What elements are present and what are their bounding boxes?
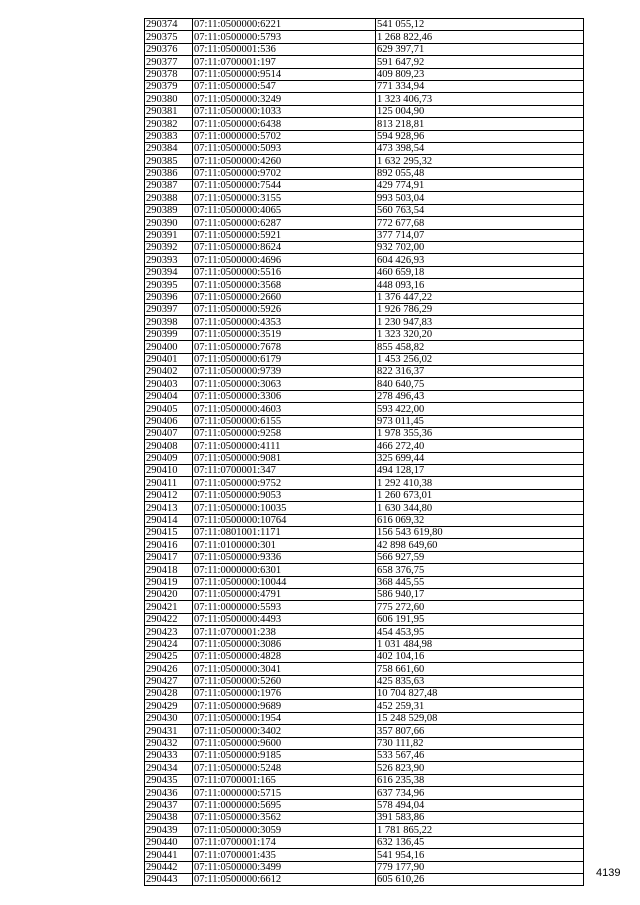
row-number-cell: 290432 [145, 737, 193, 749]
cadastral-number-cell: 07:11:0500000:9752 [193, 477, 376, 489]
cadastral-value-cell: 1 292 410,38 [376, 477, 584, 489]
cadastral-value-cell: 278 496,43 [376, 390, 584, 402]
table-row [145, 849, 584, 861]
table-row [145, 80, 584, 92]
table-row [145, 118, 584, 130]
table-row [145, 588, 584, 600]
row-number-cell: 290421 [145, 601, 193, 613]
cadastral-value-cell: 637 734,96 [376, 787, 584, 799]
cadastral-number-cell: 07:11:0500000:9702 [193, 167, 376, 179]
row-number-cell: 290434 [145, 762, 193, 774]
table-row [145, 192, 584, 204]
cadastral-value-cell: 325 699,44 [376, 452, 584, 464]
cadastral-number-cell: 07:11:0500000:4493 [193, 613, 376, 625]
table-row [145, 130, 584, 142]
cadastral-value-cell: 632 136,45 [376, 836, 584, 848]
table-row [145, 242, 584, 254]
cadastral-number-cell: 07:11:0000000:6301 [193, 564, 376, 576]
row-number-cell: 290439 [145, 824, 193, 836]
table-row [145, 527, 584, 539]
cadastral-number-cell: 07:11:0500000:10764 [193, 514, 376, 526]
table-row [145, 824, 584, 836]
table-row [145, 737, 584, 749]
cadastral-value-cell: 429 774,91 [376, 180, 584, 192]
cadastral-value-cell: 730 111,82 [376, 737, 584, 749]
cadastral-value-cell: 813 218,81 [376, 118, 584, 130]
row-number-cell: 290381 [145, 105, 193, 117]
row-number-cell: 290397 [145, 303, 193, 315]
cadastral-number-cell: 07:11:0500000:547 [193, 80, 376, 92]
cadastral-number-cell: 07:11:0500000:4696 [193, 254, 376, 266]
cadastral-number-cell: 07:11:0700001:238 [193, 626, 376, 638]
cadastral-number-cell: 07:11:0500000:6155 [193, 415, 376, 427]
cadastral-number-cell: 07:11:0500000:7544 [193, 180, 376, 192]
row-number-cell: 290428 [145, 688, 193, 700]
cadastral-value-cell: 357 807,66 [376, 725, 584, 737]
cadastral-value-cell: 125 004,90 [376, 105, 584, 117]
table-row [145, 452, 584, 464]
cadastral-number-cell: 07:11:0500000:5093 [193, 142, 376, 154]
row-number-cell: 290391 [145, 229, 193, 241]
table-row [145, 43, 584, 55]
table-row [145, 712, 584, 724]
cadastral-number-cell: 07:11:0700001:174 [193, 836, 376, 848]
row-number-cell: 290416 [145, 539, 193, 551]
table-row [145, 477, 584, 489]
row-number-cell: 290423 [145, 626, 193, 638]
cadastral-value-cell: 855 458,82 [376, 341, 584, 353]
cadastral-value-cell: 454 453,95 [376, 626, 584, 638]
cadastral-value-cell: 425 835,63 [376, 675, 584, 687]
table-row [145, 68, 584, 80]
cadastral-value-cell: 591 647,92 [376, 56, 584, 68]
cadastral-value-cell: 605 610,26 [376, 873, 584, 885]
cadastral-number-cell: 07:11:0500000:9514 [193, 68, 376, 80]
row-number-cell: 290427 [145, 675, 193, 687]
cadastral-value-cell: 377 714,07 [376, 229, 584, 241]
cadastral-value-cell: 892 055,48 [376, 167, 584, 179]
cadastral-value-cell: 448 093,16 [376, 279, 584, 291]
table-row [145, 204, 584, 216]
table-row [145, 353, 584, 365]
cadastral-number-cell: 07:11:0500000:8624 [193, 242, 376, 254]
row-number-cell: 290390 [145, 217, 193, 229]
cadastral-number-cell: 07:11:0500000:4603 [193, 403, 376, 415]
cadastral-value-cell: 629 397,71 [376, 43, 584, 55]
row-number-cell: 290400 [145, 341, 193, 353]
cadastral-value-table [144, 18, 584, 886]
cadastral-value-cell: 466 272,40 [376, 440, 584, 452]
cadastral-number-cell: 07:11:0500000:9053 [193, 489, 376, 501]
cadastral-value-cell: 1 376 447,22 [376, 291, 584, 303]
row-number-cell: 290441 [145, 849, 193, 861]
row-number-cell: 290375 [145, 31, 193, 43]
row-number-cell: 290414 [145, 514, 193, 526]
row-number-cell: 290389 [145, 204, 193, 216]
table-row [145, 365, 584, 377]
row-number-cell: 290396 [145, 291, 193, 303]
table-row [145, 539, 584, 551]
table-row [145, 613, 584, 625]
row-number-cell: 290412 [145, 489, 193, 501]
cadastral-number-cell: 07:11:0500000:4828 [193, 650, 376, 662]
cadastral-number-cell: 07:11:0700001:347 [193, 465, 376, 477]
cadastral-value-cell: 616 069,32 [376, 514, 584, 526]
cadastral-number-cell: 07:11:0500000:3562 [193, 812, 376, 824]
row-number-cell: 290415 [145, 527, 193, 539]
table-row [145, 774, 584, 786]
table-row [145, 725, 584, 737]
cadastral-value-cell: 533 567,46 [376, 750, 584, 762]
cadastral-number-cell: 07:11:0500000:9258 [193, 427, 376, 439]
row-number-cell: 290387 [145, 180, 193, 192]
table-row [145, 155, 584, 167]
cadastral-number-cell: 07:11:0000000:5702 [193, 130, 376, 142]
cadastral-value-cell: 15 248 529,08 [376, 712, 584, 724]
table-row [145, 465, 584, 477]
cadastral-number-cell: 07:11:0500000:9689 [193, 700, 376, 712]
row-number-cell: 290411 [145, 477, 193, 489]
cadastral-value-cell: 1 323 320,20 [376, 328, 584, 340]
cadastral-value-cell: 402 104,16 [376, 650, 584, 662]
row-number-cell: 290383 [145, 130, 193, 142]
cadastral-number-cell: 07:11:0500000:6612 [193, 873, 376, 885]
table-row [145, 390, 584, 402]
cadastral-number-cell: 07:11:0500000:3155 [193, 192, 376, 204]
cadastral-number-cell: 07:11:0500000:4111 [193, 440, 376, 452]
table-row [145, 341, 584, 353]
table-row [145, 489, 584, 501]
row-number-cell: 290380 [145, 93, 193, 105]
row-number-cell: 290425 [145, 650, 193, 662]
row-number-cell: 290408 [145, 440, 193, 452]
row-number-cell: 290417 [145, 551, 193, 563]
table-row [145, 576, 584, 588]
cadastral-value-cell: 494 128,17 [376, 465, 584, 477]
table-row [145, 427, 584, 439]
cadastral-number-cell: 07:11:0500000:6179 [193, 353, 376, 365]
table-row [145, 291, 584, 303]
cadastral-value-cell: 10 704 827,48 [376, 688, 584, 700]
table-row [145, 56, 584, 68]
table-row [145, 266, 584, 278]
table-row [145, 787, 584, 799]
cadastral-number-cell: 07:11:0500000:9185 [193, 750, 376, 762]
row-number-cell: 290393 [145, 254, 193, 266]
row-number-cell: 290424 [145, 638, 193, 650]
cadastral-value-cell: 616 235,38 [376, 774, 584, 786]
cadastral-number-cell: 07:11:0000000:5593 [193, 601, 376, 613]
table-row [145, 328, 584, 340]
row-number-cell: 290407 [145, 427, 193, 439]
cadastral-value-cell: 593 422,00 [376, 403, 584, 415]
cadastral-number-cell: 07:11:0500000:10044 [193, 576, 376, 588]
cadastral-number-cell: 07:11:0500000:5793 [193, 31, 376, 43]
cadastral-value-cell: 452 259,31 [376, 700, 584, 712]
cadastral-number-cell: 07:11:0500000:1954 [193, 712, 376, 724]
cadastral-number-cell: 07:11:0500001:536 [193, 43, 376, 55]
table-row [145, 180, 584, 192]
cadastral-value-cell: 594 928,96 [376, 130, 584, 142]
cadastral-value-cell: 1 230 947,83 [376, 316, 584, 328]
row-number-cell: 290422 [145, 613, 193, 625]
table-row [145, 564, 584, 576]
table-row [145, 700, 584, 712]
row-number-cell: 290382 [145, 118, 193, 130]
table-row [145, 217, 584, 229]
cadastral-value-cell: 156 543 619,80 [376, 527, 584, 539]
row-number-cell: 290430 [145, 712, 193, 724]
table-row [145, 873, 584, 885]
row-number-cell: 290404 [145, 390, 193, 402]
table-row [145, 378, 584, 390]
table-row [145, 229, 584, 241]
table-row [145, 440, 584, 452]
table-row [145, 836, 584, 848]
table-row [145, 415, 584, 427]
cadastral-value-cell: 973 011,45 [376, 415, 584, 427]
cadastral-number-cell: 07:11:0500000:3499 [193, 861, 376, 873]
table-row [145, 812, 584, 824]
cadastral-number-cell: 07:11:0700001:165 [193, 774, 376, 786]
cadastral-value-cell: 1 268 822,46 [376, 31, 584, 43]
cadastral-value-cell: 578 494,04 [376, 799, 584, 811]
cadastral-number-cell: 07:11:0801001:1171 [193, 527, 376, 539]
table-row [145, 861, 584, 873]
table-row [145, 19, 584, 31]
cadastral-number-cell: 07:11:0700001:197 [193, 56, 376, 68]
row-number-cell: 290376 [145, 43, 193, 55]
row-number-cell: 290384 [145, 142, 193, 154]
cadastral-number-cell: 07:11:0500000:4065 [193, 204, 376, 216]
row-number-cell: 290413 [145, 502, 193, 514]
cadastral-number-cell: 07:11:0500000:2660 [193, 291, 376, 303]
cadastral-value-cell: 541 055,12 [376, 19, 584, 31]
cadastral-number-cell: 07:11:0500000:5260 [193, 675, 376, 687]
table-row [145, 601, 584, 613]
table-row [145, 551, 584, 563]
cadastral-number-cell: 07:11:0500000:6221 [193, 19, 376, 31]
cadastral-number-cell: 07:11:0500000:3249 [193, 93, 376, 105]
table-body [145, 19, 584, 886]
cadastral-number-cell: 07:11:0500000:3568 [193, 279, 376, 291]
row-number-cell: 290374 [145, 19, 193, 31]
row-number-cell: 290420 [145, 588, 193, 600]
table-row [145, 279, 584, 291]
row-number-cell: 290386 [145, 167, 193, 179]
table-row [145, 626, 584, 638]
table-row [145, 105, 584, 117]
row-number-cell: 290418 [145, 564, 193, 576]
cadastral-number-cell: 07:11:0500000:9739 [193, 365, 376, 377]
cadastral-number-cell: 07:11:0500000:9336 [193, 551, 376, 563]
row-number-cell: 290437 [145, 799, 193, 811]
table-row [145, 502, 584, 514]
cadastral-number-cell: 07:11:0000000:5695 [193, 799, 376, 811]
cadastral-value-cell: 932 702,00 [376, 242, 584, 254]
table-row [145, 514, 584, 526]
row-number-cell: 290394 [145, 266, 193, 278]
cadastral-value-cell: 1 260 673,01 [376, 489, 584, 501]
cadastral-value-cell: 566 927,59 [376, 551, 584, 563]
row-number-cell: 290426 [145, 663, 193, 675]
cadastral-value-cell: 409 809,23 [376, 68, 584, 80]
table-row [145, 316, 584, 328]
row-number-cell: 290378 [145, 68, 193, 80]
row-number-cell: 290435 [145, 774, 193, 786]
cadastral-value-cell: 1 453 256,02 [376, 353, 584, 365]
table-row [145, 675, 584, 687]
row-number-cell: 290431 [145, 725, 193, 737]
table-row [145, 799, 584, 811]
cadastral-number-cell: 07:11:0500000:7678 [193, 341, 376, 353]
cadastral-number-cell: 07:11:0500000:6438 [193, 118, 376, 130]
cadastral-number-cell: 07:11:0500000:5921 [193, 229, 376, 241]
cadastral-value-cell: 1 978 355,36 [376, 427, 584, 439]
table-row [145, 142, 584, 154]
row-number-cell: 290419 [145, 576, 193, 588]
cadastral-number-cell: 07:11:0500000:5926 [193, 303, 376, 315]
row-number-cell: 290429 [145, 700, 193, 712]
table-row [145, 638, 584, 650]
cadastral-number-cell: 07:11:0500000:4260 [193, 155, 376, 167]
cadastral-value-cell: 775 272,60 [376, 601, 584, 613]
cadastral-number-cell: 07:11:0500000:3402 [193, 725, 376, 737]
row-number-cell: 290440 [145, 836, 193, 848]
cadastral-value-cell: 391 583,86 [376, 812, 584, 824]
row-number-cell: 290402 [145, 365, 193, 377]
table-row [145, 403, 584, 415]
row-number-cell: 290399 [145, 328, 193, 340]
row-number-cell: 290433 [145, 750, 193, 762]
table-row [145, 663, 584, 675]
cadastral-number-cell: 07:11:0500000:4791 [193, 588, 376, 600]
cadastral-number-cell: 07:11:0500000:3306 [193, 390, 376, 402]
cadastral-number-cell: 07:11:0500000:9081 [193, 452, 376, 464]
cadastral-value-cell: 758 661,60 [376, 663, 584, 675]
cadastral-number-cell: 07:11:0500000:1976 [193, 688, 376, 700]
table-row [145, 750, 584, 762]
cadastral-value-cell: 526 823,90 [376, 762, 584, 774]
cadastral-number-cell: 07:11:0500000:3086 [193, 638, 376, 650]
row-number-cell: 290395 [145, 279, 193, 291]
cadastral-value-cell: 586 940,17 [376, 588, 584, 600]
table-row [145, 650, 584, 662]
row-number-cell: 290410 [145, 465, 193, 477]
cadastral-value-cell: 368 445,55 [376, 576, 584, 588]
cadastral-number-cell: 07:11:0500000:5516 [193, 266, 376, 278]
cadastral-value-cell: 779 177,90 [376, 861, 584, 873]
cadastral-number-cell: 07:11:0500000:9600 [193, 737, 376, 749]
cadastral-value-cell: 560 763,54 [376, 204, 584, 216]
cadastral-value-cell: 1 781 865,22 [376, 824, 584, 836]
row-number-cell: 290398 [145, 316, 193, 328]
cadastral-value-cell: 822 316,37 [376, 365, 584, 377]
table-row [145, 254, 584, 266]
cadastral-number-cell: 07:11:0500000:3519 [193, 328, 376, 340]
cadastral-number-cell: 07:11:0500000:3041 [193, 663, 376, 675]
cadastral-number-cell: 07:11:0500000:3063 [193, 378, 376, 390]
row-number-cell: 290406 [145, 415, 193, 427]
table-row [145, 93, 584, 105]
cadastral-value-cell: 771 334,94 [376, 80, 584, 92]
row-number-cell: 290442 [145, 861, 193, 873]
table-row [145, 31, 584, 43]
page-number: 4139 [596, 867, 621, 879]
cadastral-value-cell: 658 376,75 [376, 564, 584, 576]
row-number-cell: 290377 [145, 56, 193, 68]
row-number-cell: 290401 [145, 353, 193, 365]
cadastral-value-cell: 840 640,75 [376, 378, 584, 390]
row-number-cell: 290436 [145, 787, 193, 799]
cadastral-value-cell: 460 659,18 [376, 266, 584, 278]
row-number-cell: 290443 [145, 873, 193, 885]
cadastral-number-cell: 07:11:0000000:5715 [193, 787, 376, 799]
row-number-cell: 290392 [145, 242, 193, 254]
cadastral-value-cell: 1 323 406,73 [376, 93, 584, 105]
cadastral-number-cell: 07:11:0700001:435 [193, 849, 376, 861]
cadastral-value-cell: 1 630 344,80 [376, 502, 584, 514]
row-number-cell: 290438 [145, 812, 193, 824]
row-number-cell: 290385 [145, 155, 193, 167]
cadastral-number-cell: 07:11:0500000:3059 [193, 824, 376, 836]
cadastral-value-cell: 473 398,54 [376, 142, 584, 154]
cadastral-value-cell: 772 677,68 [376, 217, 584, 229]
cadastral-value-cell: 1 031 484,98 [376, 638, 584, 650]
row-number-cell: 290403 [145, 378, 193, 390]
cadastral-value-cell: 1 632 295,32 [376, 155, 584, 167]
row-number-cell: 290379 [145, 80, 193, 92]
table-row [145, 303, 584, 315]
table-row [145, 762, 584, 774]
table-row [145, 167, 584, 179]
cadastral-value-cell: 42 898 649,60 [376, 539, 584, 551]
cadastral-value-cell: 993 503,04 [376, 192, 584, 204]
row-number-cell: 290388 [145, 192, 193, 204]
cadastral-number-cell: 07:11:0500000:5248 [193, 762, 376, 774]
cadastral-number-cell: 07:11:0500000:4353 [193, 316, 376, 328]
cadastral-number-cell: 07:11:0500000:10035 [193, 502, 376, 514]
row-number-cell: 290405 [145, 403, 193, 415]
row-number-cell: 290409 [145, 452, 193, 464]
cadastral-number-cell: 07:11:0100000:301 [193, 539, 376, 551]
cadastral-number-cell: 07:11:0500000:6287 [193, 217, 376, 229]
cadastral-value-cell: 541 954,16 [376, 849, 584, 861]
cadastral-number-cell: 07:11:0500000:1033 [193, 105, 376, 117]
table-row [145, 688, 584, 700]
cadastral-value-cell: 1 926 786,29 [376, 303, 584, 315]
cadastral-value-cell: 606 191,95 [376, 613, 584, 625]
cadastral-value-cell: 604 426,93 [376, 254, 584, 266]
